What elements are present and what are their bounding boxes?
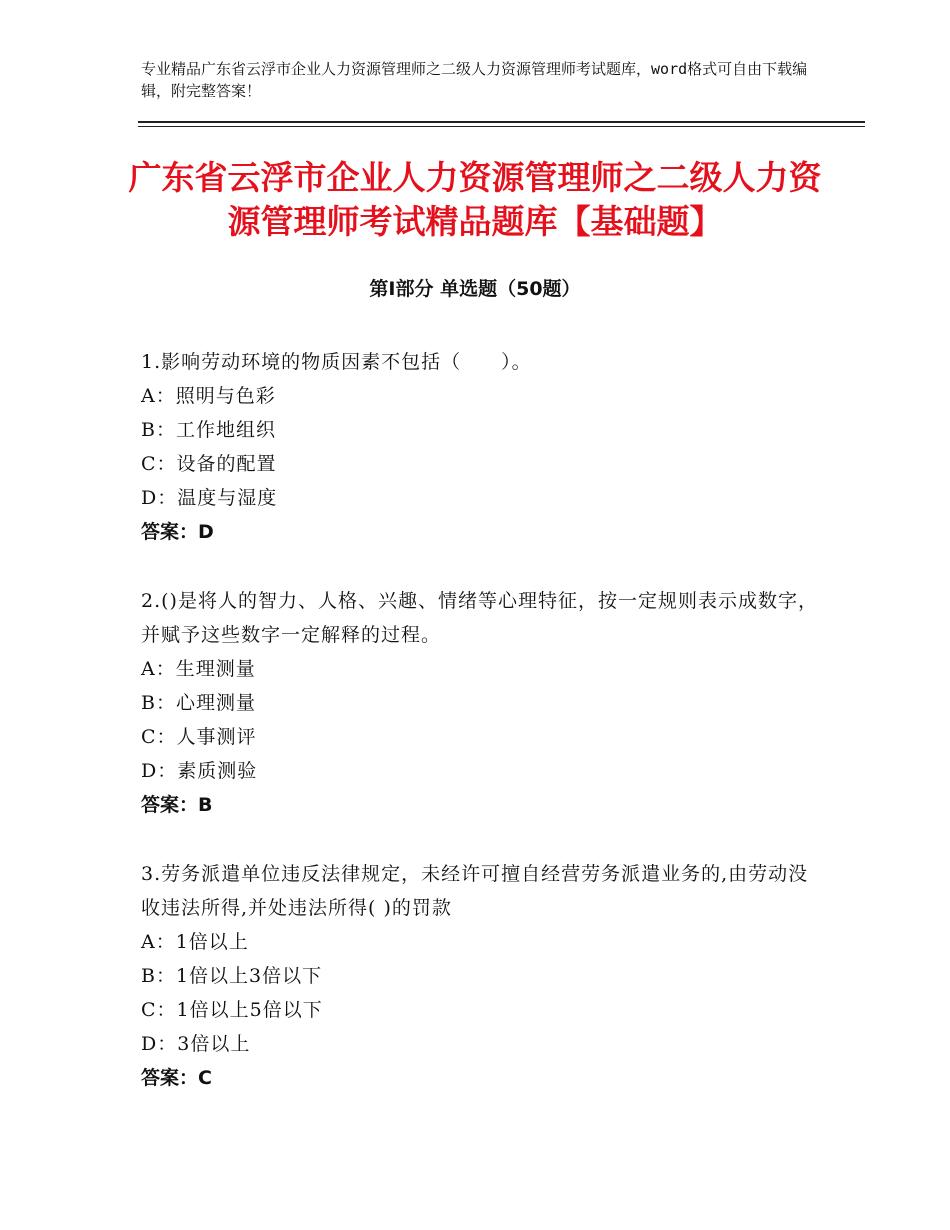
question-stem: 1.影响劳动环境的物质因素不包括（ ）。 — [141, 351, 532, 373]
question-stem: 2.()是将人的智力、人格、兴趣、情绪等心理特征，按一定规则表示成数字，并赋予这些数字一定解释的过程。 — [141, 590, 818, 646]
section-heading: 第Ⅰ部分 单选题（50题） — [369, 278, 581, 300]
header-divider-thin — [138, 126, 865, 127]
question-1 — [141, 345, 821, 549]
header-note: 专业精品广东省云浮市企业人力资源管理师之二级人力资源管理师考试题库，word格式可自由下载编辑，附完整答案！ — [141, 60, 808, 100]
option-a: A：1倍以上 — [141, 931, 249, 953]
answer: 答案：B — [141, 794, 213, 816]
option-d: D：3倍以上 — [141, 1033, 251, 1055]
option-a: A：生理测量 — [141, 658, 256, 680]
option-b: B：工作地组织 — [141, 419, 276, 441]
option-b: B：心理测量 — [141, 692, 256, 714]
option-d: D：素质测验 — [141, 760, 258, 782]
option-a: A：照明与色彩 — [141, 385, 276, 407]
question-3 — [141, 857, 821, 1095]
option-d: D：温度与湿度 — [141, 487, 278, 509]
header-divider-thick — [138, 121, 865, 123]
option-c: C：人事测评 — [141, 726, 257, 748]
option-c: C：设备的配置 — [141, 453, 277, 475]
option-b: B：1倍以上3倍以下 — [141, 965, 323, 987]
option-c: C：1倍以上5倍以下 — [141, 999, 323, 1021]
answer: 答案：C — [141, 1067, 212, 1089]
answer: 答案：D — [141, 521, 214, 543]
question-2 — [141, 584, 821, 822]
document-title: 广东省云浮市企业人力资源管理师之二级人力资源管理师考试精品题库【基础题】 — [128, 158, 822, 241]
question-stem: 3.劳务派遣单位违反法律规定，未经许可擅自经营劳务派遣业务的,由劳动没收违法所得,并处违法所得( )的罚款 — [141, 863, 809, 919]
